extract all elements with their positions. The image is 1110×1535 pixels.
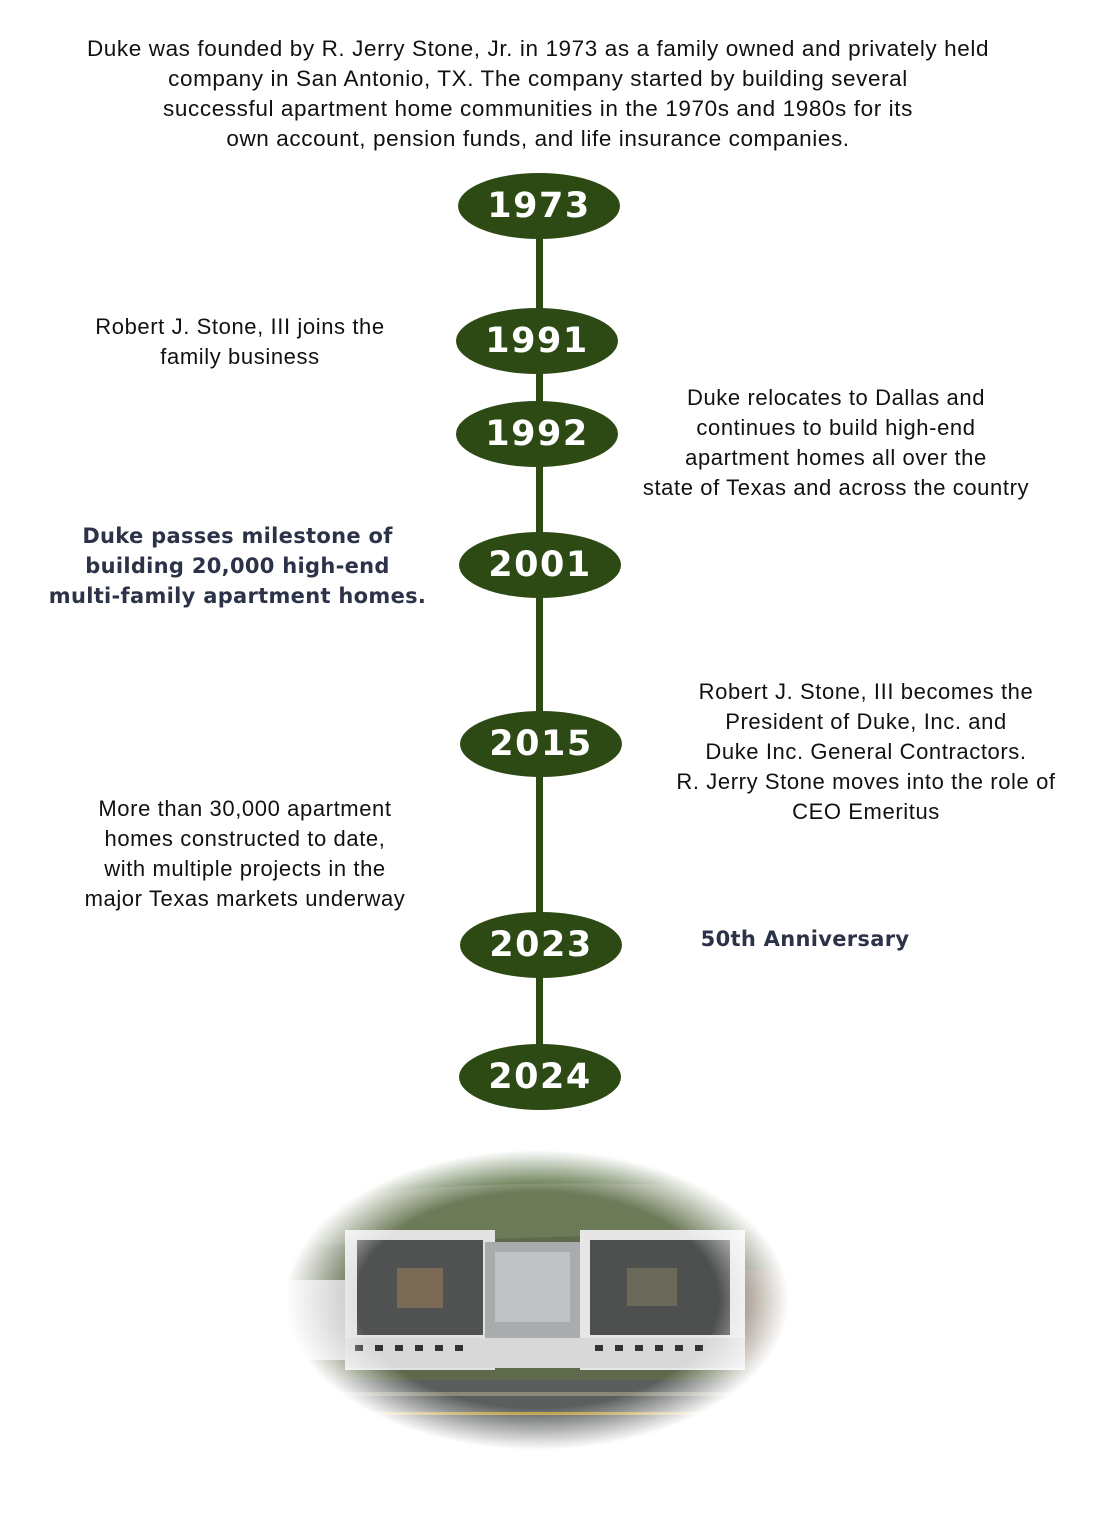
event-1991-text: Robert J. Stone, III joins the family business — [95, 314, 385, 369]
year-badge-2001: 2001 — [459, 532, 621, 598]
year-badge-2023: 2023 — [460, 912, 622, 978]
year-badge-2015: 2015 — [460, 711, 622, 777]
event-2023-side-text: 50th Anniversary — [700, 927, 910, 951]
event-2015-text: Robert J. Stone, III becomes the President of Duke, Inc. and Duke Inc. General Contractors. R. Jerry Stone moves into the role of CEO Emeritus — [676, 679, 1056, 824]
event-1992-text: Duke relocates to Dallas and continues to build high-end apartment homes all over the state of Texas and across the country — [642, 385, 1030, 500]
year-badge-1973: 1973 — [458, 173, 620, 239]
year-badge-1992: 1992 — [456, 401, 618, 467]
event-2001-text: Duke passes milestone of building 20,000 high-end multi-family apartment homes. — [48, 524, 427, 608]
year-badge-1991: 1991 — [456, 308, 618, 374]
event-2023-text: More than 30,000 apartment homes constructed to date, with multiple projects in the major Texas markets underway — [84, 796, 406, 911]
intro-paragraph: Duke was founded by R. Jerry Stone, Jr. in 1973 as a family owned and privately held company in San Antonio, TX. The company started by building several successful apartment home communities in the 1970s and 1980s for its own account, pension funds, and life insurance companies. — [86, 36, 990, 151]
aerial-building-photo — [285, 1150, 790, 1450]
year-badge-2024: 2024 — [459, 1044, 621, 1110]
